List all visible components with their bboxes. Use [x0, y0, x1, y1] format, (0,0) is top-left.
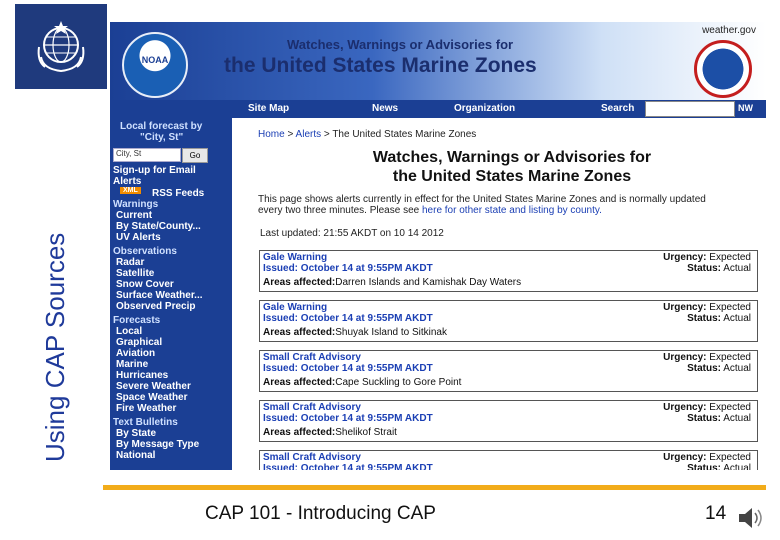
alert-type-link[interactable]: Small Craft Advisory — [263, 352, 361, 363]
speaker-icon[interactable] — [736, 505, 764, 531]
alert-status-label: Status: — [687, 263, 721, 274]
intro-line-2: every two three minutes. Please see — [258, 205, 420, 216]
breadcrumb-current: The United States Marine Zones — [332, 129, 477, 140]
footer-divider — [103, 485, 766, 490]
page-title — [332, 148, 692, 186]
sidebar-alerts[interactable]: Alerts — [113, 176, 142, 187]
alert-status-label: Status: — [687, 363, 721, 374]
alert-urgency — [663, 302, 751, 313]
sidebar-item-satellite[interactable]: Satellite — [116, 268, 155, 279]
alert-areas-label: Areas affected: — [263, 377, 336, 388]
alert-urgency-value: Expected — [709, 302, 751, 313]
nws-logo[interactable] — [694, 40, 752, 98]
alert-card — [259, 300, 758, 342]
sidebar-item-observed-precip[interactable]: Observed Precip — [116, 301, 196, 312]
sidebar-item-by-state[interactable]: By State/County... — [116, 221, 201, 232]
sidebar-item-hurricanes[interactable]: Hurricanes — [116, 370, 169, 381]
page-number: 14 — [705, 503, 727, 524]
alert-issued: Issued: October 14 at 9:55PM AKDT — [263, 263, 433, 274]
alert-issued: Issued: October 14 at 9:55PM AKDT — [263, 363, 433, 374]
nav-news[interactable]: News — [372, 103, 399, 114]
alert-urgency-label: Urgency: — [663, 302, 707, 313]
alert-card — [259, 400, 758, 442]
sidebar-item-severe-weather[interactable]: Severe Weather — [116, 381, 191, 392]
alert-areas-label: Areas affected: — [263, 427, 336, 438]
alert-urgency-value: Expected — [709, 252, 751, 263]
sidebar-local-forecast: Local forecast by — [120, 121, 203, 132]
sidebar-signup[interactable]: Sign-up for Email — [113, 165, 196, 176]
wmo-emblem-icon — [31, 17, 91, 77]
webpage-screenshot — [110, 22, 766, 470]
sidebar-warnings-heading: Warnings — [113, 199, 159, 210]
alert-status-label: Status: — [687, 313, 721, 324]
sidebar-observations-heading: Observations — [113, 246, 177, 257]
alert-urgency — [663, 402, 751, 413]
site-banner — [110, 22, 766, 100]
alert-card — [259, 350, 758, 392]
last-updated: Last updated: 21:55 AKDT on 10 14 2012 — [260, 228, 444, 239]
noaa-logo-text: NOAA — [141, 55, 169, 65]
alert-areas — [263, 427, 397, 438]
alert-status-value: Actual — [723, 413, 751, 424]
alert-type-link[interactable]: Gale Warning — [263, 252, 328, 263]
alert-status-value: Actual — [723, 363, 751, 374]
alert-urgency-value: Expected — [709, 352, 751, 363]
alert-urgency-value: Expected — [709, 452, 751, 463]
sidebar-item-aviation[interactable]: Aviation — [116, 348, 156, 359]
wmo-logo — [15, 4, 107, 89]
alert-area-value: Shuyak Island to Sitkinak — [335, 327, 447, 338]
alert-areas — [263, 327, 447, 338]
alert-urgency — [663, 452, 751, 463]
search-input[interactable] — [645, 101, 735, 117]
search-go-button[interactable]: NW — [738, 103, 753, 113]
page-title-line-2: the United States Marine Zones — [392, 168, 632, 185]
slide-title: Using CAP Sources — [40, 232, 70, 462]
alert-areas-label: Areas affected: — [263, 327, 336, 338]
alert-status — [687, 413, 751, 424]
alert-status-value: Actual — [723, 313, 751, 324]
nav-search-label: Search — [601, 103, 635, 114]
city-go-button[interactable]: Go — [182, 148, 208, 163]
alert-status-value: Actual — [723, 263, 751, 274]
sidebar-rss[interactable]: RSS Feeds — [152, 188, 205, 199]
alert-urgency — [663, 252, 751, 263]
alert-status — [687, 463, 751, 470]
sidebar-item-fire-weather[interactable]: Fire Weather — [116, 403, 177, 414]
sidebar-item-by-message-type[interactable]: By Message Type — [116, 439, 200, 450]
alert-area-value: Darren Islands and Kamishak Day Waters — [335, 277, 522, 288]
breadcrumb — [258, 129, 476, 140]
alert-area-value: Shelikof Strait — [335, 427, 397, 438]
breadcrumb-alerts[interactable]: Alerts — [295, 129, 322, 140]
alert-urgency-label: Urgency: — [663, 402, 707, 413]
alert-urgency-label: Urgency: — [663, 452, 707, 463]
alert-status — [687, 263, 751, 274]
xml-badge[interactable]: XML — [120, 187, 141, 194]
intro-line-1: This page shows alerts currently in effect for the United States Marine Zones and is normally updated — [258, 194, 706, 205]
sidebar-item-surface-weather[interactable]: Surface Weather... — [116, 290, 203, 301]
alert-type-link[interactable]: Small Craft Advisory — [263, 402, 361, 413]
alert-issued: Issued: October 14 at 9:55PM AKDT — [263, 463, 433, 470]
alert-status-label: Status: — [687, 463, 721, 470]
sidebar-item-radar[interactable]: Radar — [116, 257, 145, 268]
noaa-logo[interactable] — [122, 32, 188, 98]
sidebar-item-space-weather[interactable]: Space Weather — [116, 392, 188, 403]
alert-urgency-label: Urgency: — [663, 252, 707, 263]
sidebar-forecasts-heading: Forecasts — [113, 315, 161, 326]
alert-status-label: Status: — [687, 413, 721, 424]
sidebar-item-text-by-state[interactable]: By State — [116, 428, 157, 439]
banner-subtitle: Watches, Warnings or Advisories for — [287, 37, 514, 52]
alert-issued: Issued: October 14 at 9:55PM AKDT — [263, 313, 433, 324]
alert-type-link[interactable]: Small Craft Advisory — [263, 452, 361, 463]
alert-areas-label: Areas affected: — [263, 277, 336, 288]
sidebar-text-bulletins-heading: Text Bulletins — [113, 417, 178, 428]
alert-issued: Issued: October 14 at 9:55PM AKDT — [263, 413, 433, 424]
alert-urgency — [663, 352, 751, 363]
sidebar-item-marine[interactable]: Marine — [116, 359, 149, 370]
breadcrumb-sep-2: > — [321, 129, 333, 140]
sidebar-item-local[interactable]: Local — [116, 326, 143, 337]
sidebar-item-uv-alerts[interactable]: UV Alerts — [116, 232, 161, 243]
alert-card — [259, 250, 758, 292]
alert-areas — [263, 377, 461, 388]
nav-site-map[interactable]: Site Map — [248, 103, 290, 114]
weather-gov-link[interactable]: weather.gov — [702, 25, 756, 36]
alert-card — [259, 450, 758, 470]
intro-county-link[interactable]: here for other state and listing by county. — [421, 205, 602, 216]
footer-text: CAP 101 - Introducing CAP — [205, 503, 436, 524]
sidebar — [110, 118, 232, 470]
alert-urgency-value: Expected — [709, 402, 751, 413]
alert-area-value: Cape Suckling to Gore Point — [335, 377, 462, 388]
main-content — [232, 118, 766, 470]
sidebar-item-snow-cover[interactable]: Snow Cover — [116, 279, 174, 290]
nav-organization[interactable]: Organization — [454, 103, 516, 114]
breadcrumb-sep: > — [284, 129, 296, 140]
intro-text — [258, 194, 758, 216]
banner-title: the United States Marine Zones — [224, 54, 537, 77]
alert-status — [687, 313, 751, 324]
page-title-line-1: Watches, Warnings or Advisories for — [372, 149, 652, 166]
city-input[interactable]: City, St — [113, 148, 181, 162]
alert-status — [687, 363, 751, 374]
top-nav — [110, 100, 766, 118]
alert-urgency-label: Urgency: — [663, 352, 707, 363]
breadcrumb-home[interactable]: Home — [258, 129, 285, 140]
alert-areas — [263, 277, 521, 288]
alert-type-link[interactable]: Gale Warning — [263, 302, 328, 313]
sidebar-item-current[interactable]: Current — [116, 210, 153, 221]
alert-status-value: Actual — [723, 463, 751, 470]
sidebar-item-graphical[interactable]: Graphical — [116, 337, 163, 348]
sidebar-local-forecast-2: "City, St" — [140, 132, 184, 143]
sidebar-item-national[interactable]: National — [116, 450, 156, 461]
